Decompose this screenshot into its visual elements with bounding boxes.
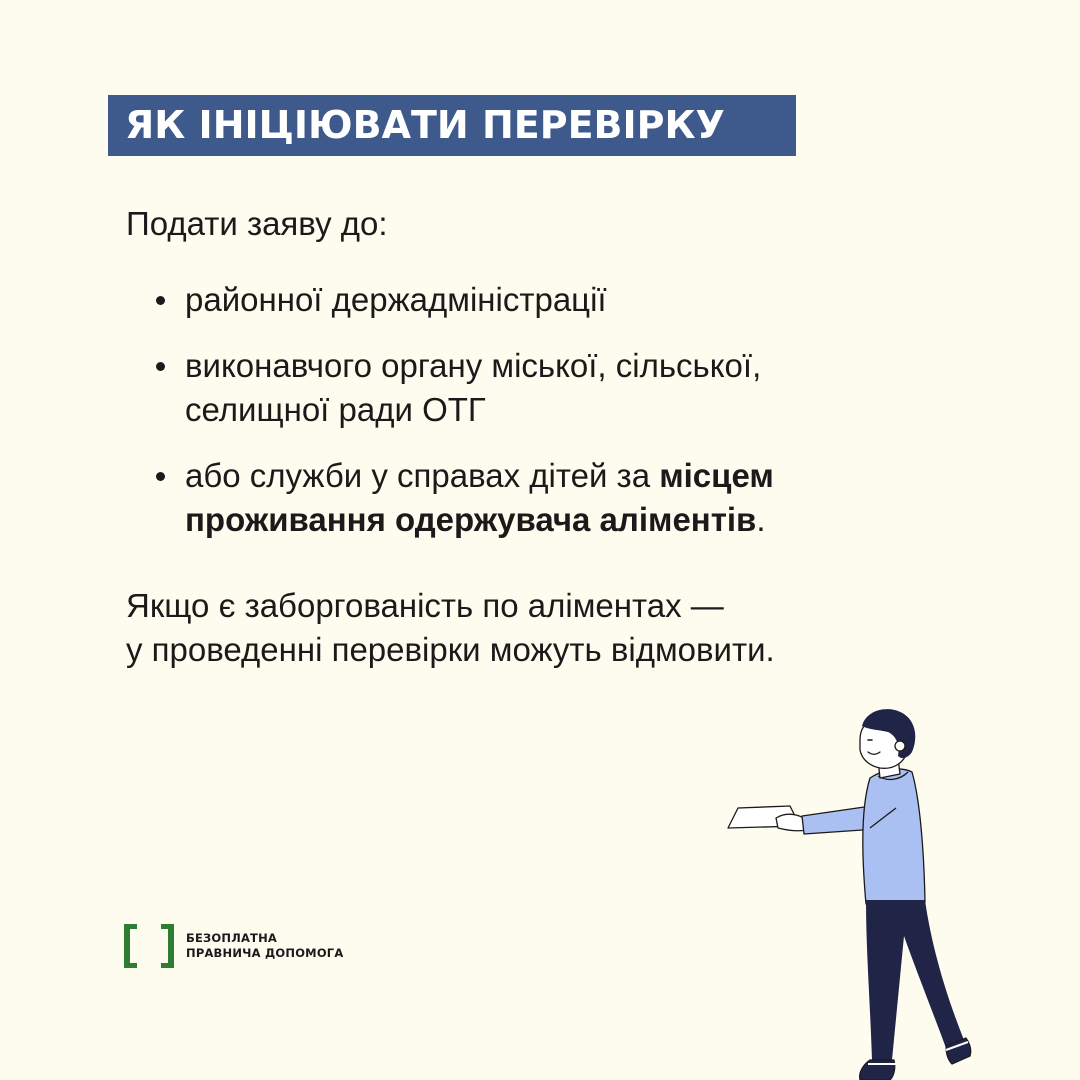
list-item-text: районної держадміністрації xyxy=(185,281,607,318)
list-item xyxy=(154,278,774,322)
logo-text xyxy=(186,931,343,961)
bullet-list xyxy=(154,278,774,542)
list-item-text: виконавчого органу міської, сільської, xyxy=(185,347,762,384)
list-item xyxy=(154,344,774,432)
bullet-icon xyxy=(156,296,165,305)
warning-text xyxy=(126,584,775,672)
list-item-bold-text: місцем xyxy=(659,457,774,494)
list-item xyxy=(154,454,774,542)
list-item-bold-text: проживання одержувача аліментів xyxy=(185,501,757,538)
bullet-icon xyxy=(156,362,165,371)
list-item-text: або служби у справах дітей за xyxy=(185,457,660,494)
organization-logo xyxy=(124,924,343,968)
logo-line: ПРАВНИЧА ДОПОМОГА xyxy=(186,946,344,960)
bullet-icon xyxy=(156,472,165,481)
list-item-text: селищної ради ОТГ xyxy=(185,391,486,428)
bracket-logo-icon xyxy=(124,924,174,968)
list-item-line xyxy=(185,498,774,542)
logo-line: БЕЗОПЛАТНА xyxy=(186,931,278,945)
person-with-document-illustration xyxy=(720,700,1000,1080)
warning-line: у проведенні перевірки можуть відмовити. xyxy=(126,631,775,668)
page-title: ЯК ІНІЦІЮВАТИ ПЕРЕВІРКУ xyxy=(108,95,796,156)
intro-text: Подати заяву до: xyxy=(126,205,388,242)
list-item-line xyxy=(185,454,774,498)
list-item-text: . xyxy=(756,501,766,538)
warning-line: Якщо є заборгованість по аліментах — xyxy=(126,587,724,624)
